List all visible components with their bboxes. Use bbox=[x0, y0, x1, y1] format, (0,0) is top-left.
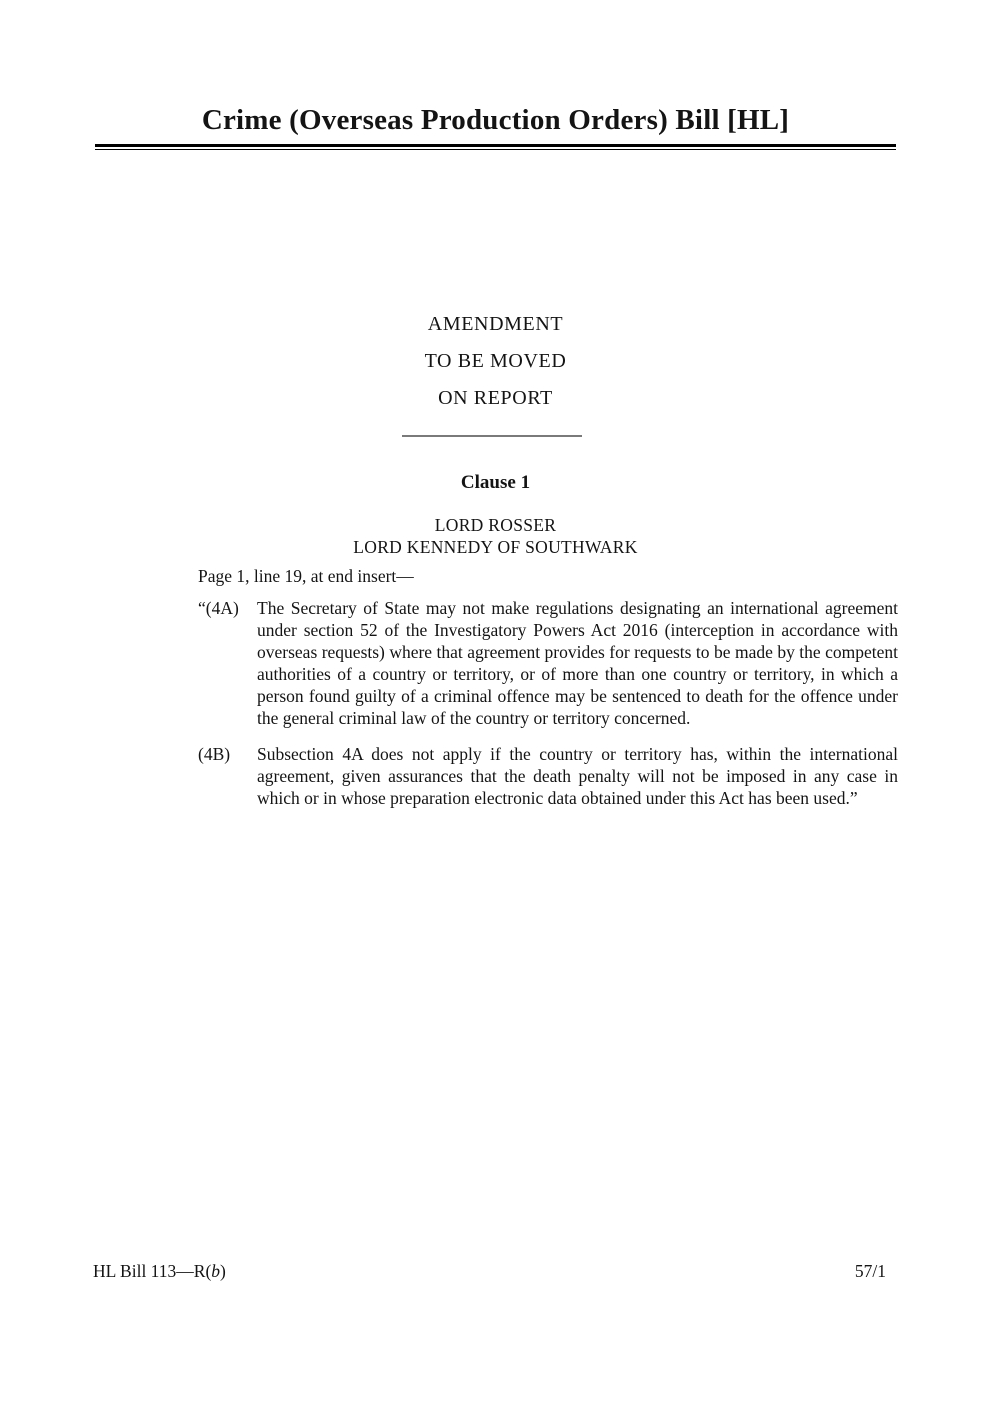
bill-reference-revision-letter: b bbox=[211, 1261, 221, 1281]
bill-reference-prefix: HL Bill 113—R( bbox=[93, 1261, 212, 1281]
amendment-instruction: Page 1, line 19, at end insert— bbox=[198, 566, 414, 586]
sponsor-name: LORD ROSSER bbox=[434, 515, 557, 535]
clause-title: Clause 1 bbox=[460, 472, 531, 493]
bill-reference-suffix: ) bbox=[220, 1261, 226, 1281]
section-separator-rule bbox=[402, 435, 582, 437]
page-footer bbox=[93, 1261, 886, 1282]
subsection-label: “(4A) bbox=[198, 598, 239, 618]
sheet-number: 57/1 bbox=[854, 1261, 886, 1281]
amendment-heading bbox=[0, 306, 991, 417]
subsection-4a bbox=[198, 597, 898, 729]
heading-line-to-be-moved: TO BE MOVED bbox=[424, 350, 567, 372]
bill-reference bbox=[93, 1261, 226, 1282]
amendment-body bbox=[198, 597, 898, 823]
subsection-4b bbox=[198, 743, 898, 809]
subsection-label: (4B) bbox=[198, 744, 231, 764]
heading-line-amendment: AMENDMENT bbox=[427, 313, 564, 335]
subsection-text: Subsection 4A does not apply if the country or territory has, within the international agreement, given assurances that the death penalty will not be imposed in any case in which or in whose preparation electronic data obtained under this Act has been used.” bbox=[257, 744, 898, 808]
sponsor-name: LORD KENNEDY OF SOUTHWARK bbox=[353, 537, 638, 557]
subsection-text: The Secretary of State may not make regulations designating an international agreement under section 52 of the Investigatory Powers Act 2016 (interception in accordance with overseas requests) where that agreement provides for requests to be made by the competent authorities of a country or territory, or of more than one country or territory, in which a person found guilty of a criminal offence may be sentenced to death for the offence under the general criminal law of the country or territory concerned. bbox=[257, 598, 898, 728]
heading-line-on-report: ON REPORT bbox=[438, 387, 553, 409]
sponsor-list bbox=[0, 514, 991, 558]
title-double-rule bbox=[95, 144, 896, 150]
page-title: Crime (Overseas Production Orders) Bill [HL] bbox=[201, 104, 790, 136]
